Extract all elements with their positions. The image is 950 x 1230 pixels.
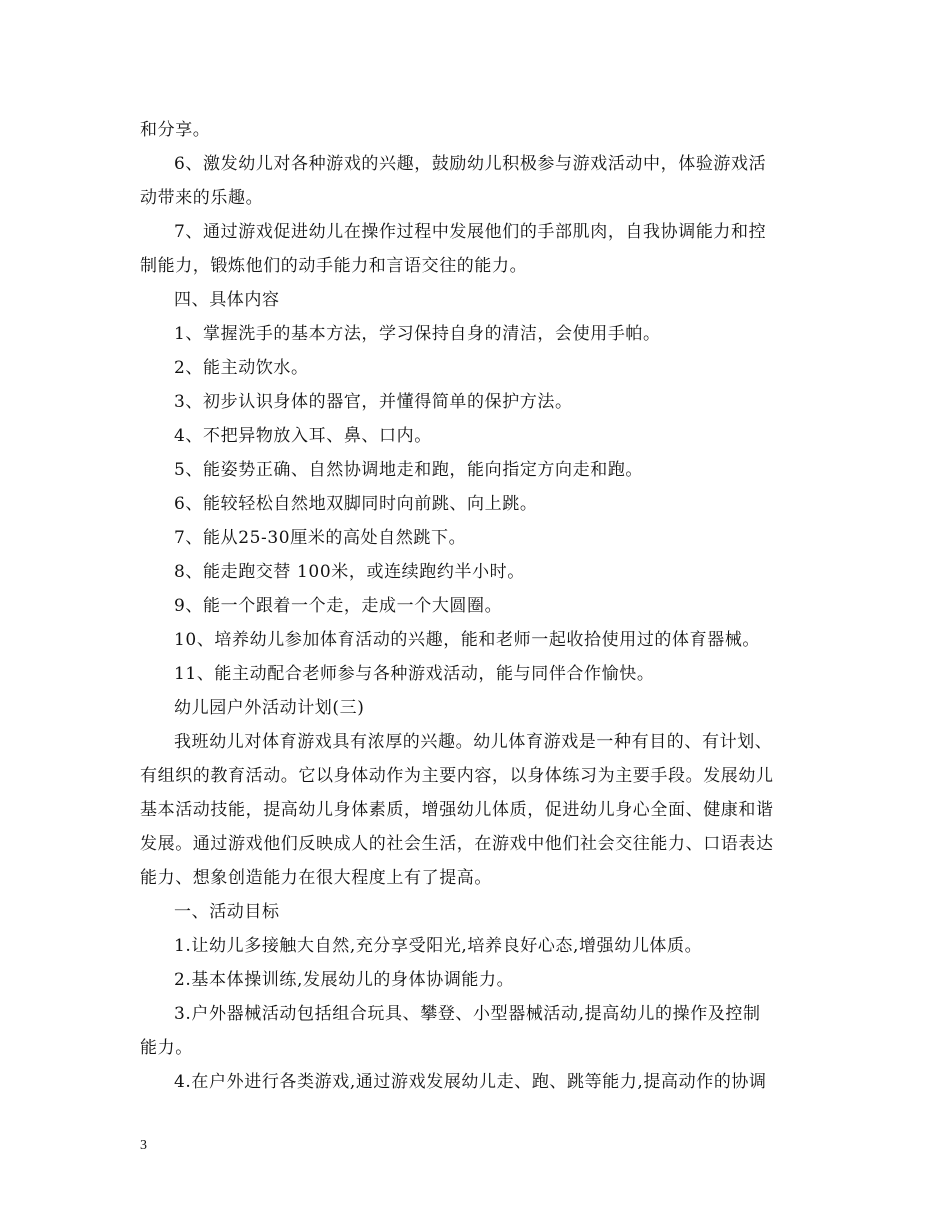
text-line: 7、通过游戏促进幼儿在操作过程中发展他们的手部肌肉，自我协调能力和控 — [174, 222, 767, 242]
text-line: 四、具体内容 — [174, 290, 280, 310]
document-body — [140, 113, 830, 1099]
text-line: 9、能一个跟着一个走，走成一个大圆圈。 — [174, 596, 503, 616]
text-line: 发展。通过游戏他们反映成人的社会生活，在游戏中他们社会交往能力、口语表达 — [140, 834, 774, 854]
text-line: 10、培养幼儿参加体育活动的兴趣，能和老师一起收拾使用过的体育器械。 — [174, 630, 761, 650]
text-line: 制能力，锻炼他们的动手能力和言语交往的能力。 — [140, 256, 528, 276]
text-line: 5、能姿势正确、自然协调地走和跑，能向指定方向走和跑。 — [174, 460, 644, 480]
text-line: 一、活动目标 — [174, 902, 280, 922]
text-line: 8、能走跑交替 100米，或连续跑约半小时。 — [174, 562, 525, 582]
text-line: 有组织的教育活动。它以身体动作为主要内容，以身体练习为主要手段。发展幼儿 — [140, 766, 774, 786]
text-line: 4、不把异物放入耳、鼻、口内。 — [174, 426, 432, 446]
text-line: 2.基本体操训练,发展幼儿的身体协调能力。 — [174, 970, 515, 990]
text-line: 1、掌握洗手的基本方法，学习保持自身的清洁，会使用手帕。 — [174, 324, 661, 344]
text-line: 幼儿园户外活动计划(三) — [174, 698, 365, 718]
text-line: 2、能主动饮水。 — [174, 358, 309, 378]
text-line: 我班幼儿对体育游戏具有浓厚的兴趣。幼儿体育游戏是一种有目的、有计划、 — [174, 732, 773, 752]
text-line: 动带来的乐趣。 — [140, 188, 264, 208]
text-line: 1.让幼儿多接触大自然,充分享受阳光,培养良好心态,增强幼儿体质。 — [174, 936, 703, 956]
text-line: 基本活动技能，提高幼儿身体素质，增强幼儿体质，促进幼儿身心全面、健康和谐 — [140, 800, 774, 820]
text-line: 7、能从25-30厘米的高处自然跳下。 — [174, 528, 467, 548]
page-number: 3 — [140, 1138, 147, 1153]
text-line: 3、初步认识身体的器官，并懂得简单的保护方法。 — [174, 392, 573, 412]
text-line: 能力。 — [140, 1038, 193, 1058]
text-line: 6、激发幼儿对各种游戏的兴趣，鼓励幼儿积极参与游戏活动中，体验游戏活 — [174, 154, 767, 174]
text-line: 和分享。 — [140, 120, 211, 140]
text-line: 11、能主动配合老师参与各种游戏活动，能与同伴合作愉快。 — [174, 664, 655, 684]
text-line: 3.户外器械活动包括组合玩具、攀登、小型器械活动,提高幼儿的操作及控制 — [174, 1004, 761, 1024]
text-line: 6、能较轻松自然地双脚同时向前跳、向上跳。 — [174, 494, 538, 514]
text-line: 能力、想象创造能力在很大程度上有了提高。 — [140, 868, 492, 888]
text-line: 4.在户外进行各类游戏,通过游戏发展幼儿走、跑、跳等能力,提高动作的协调 — [174, 1072, 767, 1092]
